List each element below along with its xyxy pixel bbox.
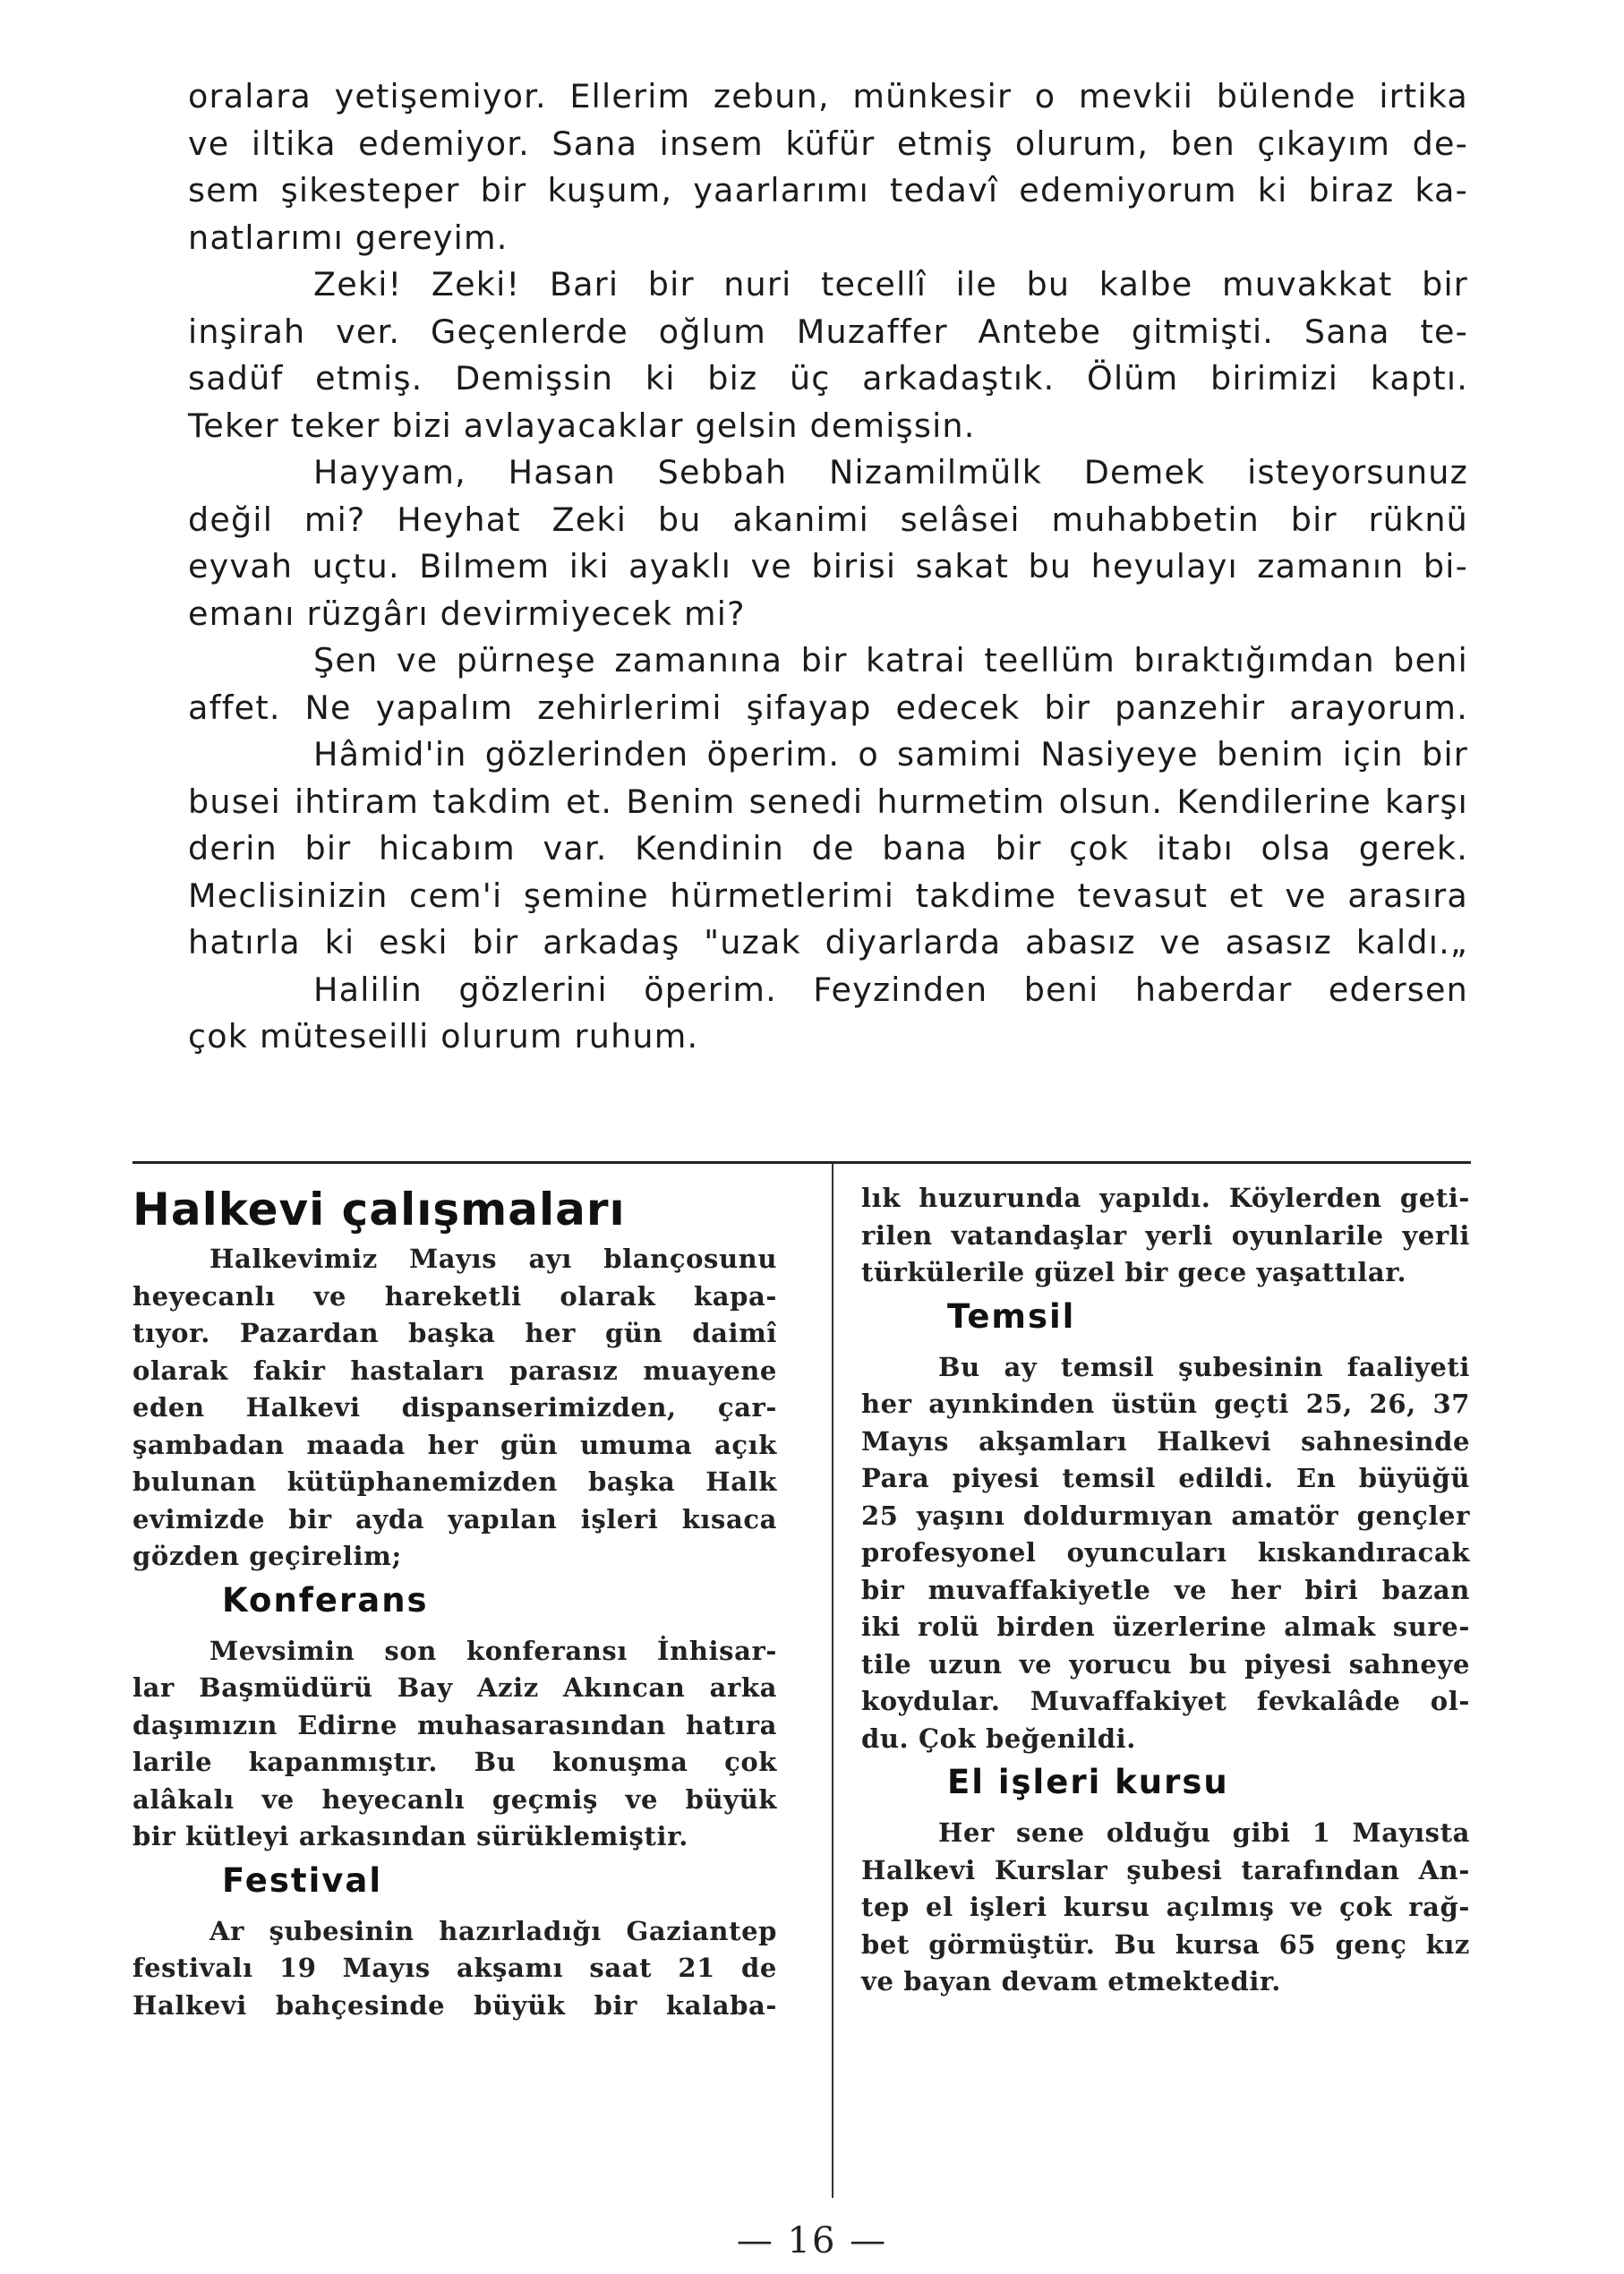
column-line: Mayıs akşamları Halkevi sahnesinde: [861, 1425, 1470, 1457]
column-line: bulunan kütüphanemizden başka Halk: [132, 1466, 777, 1497]
column-line: 25 yaşını doldurmıyan amatör gençler: [861, 1500, 1470, 1531]
subsection-heading-temsil: Temsil: [947, 1296, 1076, 1336]
column-line: Her sene olduğu gibi 1 Mayısta: [938, 1817, 1470, 1848]
letter-line: Zeki! Zeki! Bari bir nuri tecellî ile bu kalbe muvakkat bir: [313, 265, 1468, 303]
letter-line: Teker teker bizi avlayacaklar gelsin demişsin.: [188, 406, 976, 445]
section-title: Halkevi çalışmaları: [132, 1184, 626, 1235]
column-line: larile kapanmıştır. Bu konuşma çok: [132, 1747, 777, 1777]
letter-line: Halilin gözlerini öperim. Feyzinden beni haberdar edersen: [313, 970, 1468, 1009]
subsection-heading-konferans: Konferans: [222, 1580, 429, 1620]
letter-line: busei ihtiram takdim et. Benim senedi hurmetim olsun. Kendilerine karşı: [188, 782, 1468, 821]
column-line: Halkevimiz Mayıs ayı blançosunu: [209, 1244, 777, 1274]
letter-line: değil mi? Heyhat Zeki bu akanimi selâsei muhabbetin bir rüknü: [188, 500, 1468, 539]
column-line: eden Halkevi dispanserimizden, çar-: [132, 1392, 777, 1423]
column-line: tep el işleri kursu açılmış ve çok rağ-: [861, 1892, 1470, 1922]
letter-line: Hayyam, Hasan Sebbah Nizamilmülk Demek isteyorsunuz: [313, 453, 1468, 492]
letter-line: çok müteseilli olurum ruhum.: [188, 1017, 699, 1056]
letter-line: affet. Ne yapalım zehirlerimi şifayap edecek bir panzehir arayorum.: [188, 688, 1468, 727]
column-line: tile uzun ve yorucu bu piyesi sahneye: [861, 1648, 1470, 1680]
letter-line: sadüf etmiş. Demişsin ki biz üç arkadaştık. Ölüm birimizi kaptı.: [188, 359, 1468, 398]
column-line: olarak fakir hastaları parasız muayene: [132, 1355, 777, 1386]
subsection-heading-festival: Festival: [222, 1860, 383, 1900]
column-line: tıyor. Pazardan başka her gün daimî: [132, 1318, 777, 1348]
left-column: [132, 1182, 777, 2024]
letter-line: inşirah ver. Geçenlerde oğlum Muzaffer Antebe gitmişti. Sana te-: [188, 312, 1468, 351]
right-column: [861, 1180, 1470, 2001]
column-line: gözden geçirelim;: [132, 1541, 402, 1571]
column-line: rilen vatandaşlar yerli oyunlarile yerli: [861, 1219, 1470, 1251]
column-line: Halkevi Kurslar şubesi tarafından An-: [861, 1854, 1470, 1885]
letter-line: oralara yetişemiyor. Ellerim zebun, münkesir o mevkii bülende irtika: [188, 77, 1468, 115]
column-line: bet görmüştür. Bu kursa 65 genç kız: [861, 1928, 1470, 1960]
column-line: profesyonel oyuncuları kıskandıracak: [861, 1537, 1470, 1568]
subsection-heading-el-isleri: El işleri kursu: [947, 1763, 1229, 1801]
column-line: ve bayan devam etmektedir.: [861, 1966, 1281, 1996]
column-line: festivalı 19 Mayıs akşamı saat 21 de: [132, 1953, 777, 1983]
letter-line: eyvah uçtu. Bilmem iki ayaklı ve birisi sakat bu heyulayı zamanın bi-: [188, 547, 1468, 586]
letter-line: Hâmid'in gözlerinden öperim. o samimi Nasiyeye benim için bir: [313, 735, 1468, 774]
letter-line: ve iltika edemiyor. Sana insem küfür etmiş olurum, ben çıkayım de-: [188, 124, 1468, 163]
letter-line: Meclisinizin cem'i şemine hürmetlerimi takdime tevasut et ve arasıra: [188, 876, 1468, 915]
column-line: bir kütleyi arkasından sürüklemiştir.: [132, 1821, 688, 1851]
column-line: koydular. Muvaffakiyet fevkalâde ol-: [861, 1686, 1470, 1716]
column-line: evimizde bir ayda yapılan işleri kısaca: [132, 1503, 777, 1535]
column-line: Bu ay temsil şubesinin faaliyeti: [938, 1351, 1470, 1382]
column-line: bir muvaffakiyetle ve her biri bazan: [861, 1574, 1470, 1605]
page-number: — 16 —: [736, 2220, 888, 2261]
column-line: Mevsimin son konferansı İnhisar-: [209, 1635, 777, 1666]
column-line: şambadan maada her gün umuma açık: [132, 1429, 777, 1460]
letter-line: hatırla ki eski bir arkadaş "uzak diyarlarda abasız ve asasız kaldı.„: [188, 923, 1468, 962]
column-line: Para piyesi temsil edildi. En büyüğü: [861, 1463, 1470, 1493]
column-line: du. Çok beğenildi.: [861, 1723, 1136, 1754]
column-line: lar Başmüdürü Bay Aziz Akıncan arka: [132, 1672, 777, 1703]
letter-line: derin bir hicabım var. Kendinin de bana bir çok itabı olsa gerek.: [188, 829, 1468, 868]
column-line: alâkalı ve heyecanlı geçmiş ve büyük: [132, 1783, 777, 1815]
letter-line: sem şikesteper bir kuşum, yaarlarımı tedavî edemiyorum ki biraz ka-: [188, 171, 1468, 209]
letter-line: emanı rüzgârı devirmiyecek mi?: [188, 594, 746, 633]
horizontal-divider: [132, 1161, 1471, 1164]
column-line: daşımızın Edirne muhasarasından hatıra: [132, 1709, 777, 1740]
letter-line: Şen ve pürneşe zamanına bir katrai teellüm bıraktığımdan beni: [313, 641, 1468, 680]
column-line: her ayınkinden üstün geçti 25, 26, 37: [861, 1389, 1470, 1419]
column-line: lık huzurunda yapıldı. Köylerden geti-: [861, 1183, 1470, 1213]
column-line: türkülerile güzel bir gece yaşattılar.: [861, 1257, 1407, 1287]
column-line: iki rolü birden üzerlerine almak sure-: [861, 1611, 1470, 1642]
letter-line: natlarımı gereyim.: [188, 218, 509, 257]
letter-text: [188, 73, 1468, 1061]
column-line: heyecanlı ve hareketli olarak kapa-: [132, 1280, 777, 1312]
column-line: Halkevi bahçesinde büyük bir kalaba-: [132, 1989, 777, 2021]
column-line: Ar şubesinin hazırladığı Gaziantep: [209, 1915, 777, 1946]
column-divider: [832, 1164, 833, 2198]
